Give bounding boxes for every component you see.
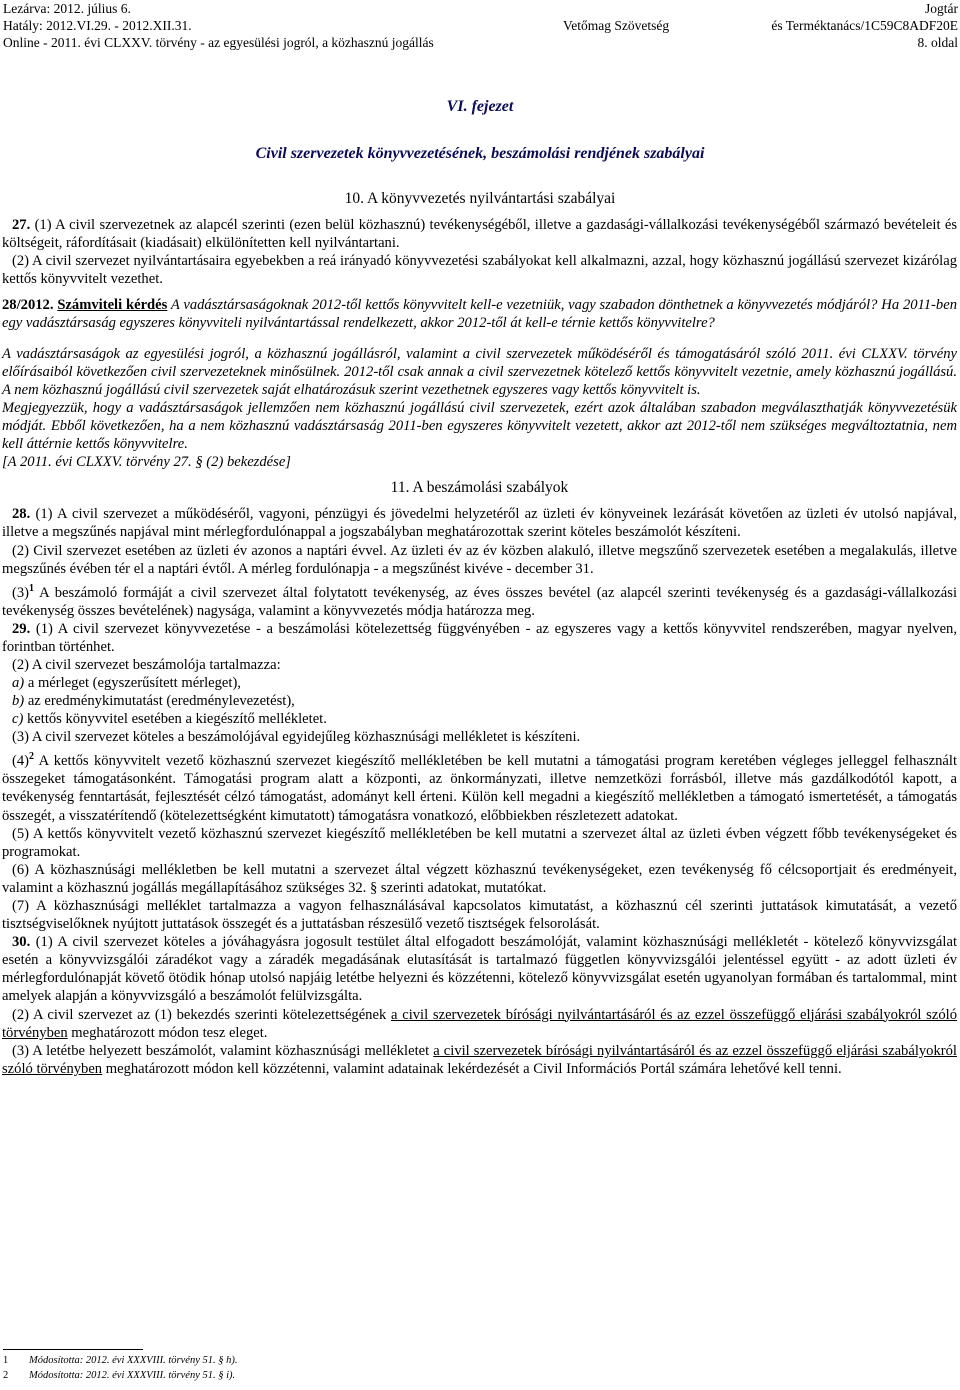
- paragraph-29-4-text: A kettős könyvvitelt vezető közhasznú szervezet kiegészítő mellékletében be kell mutatni a támogatási program keretében végleges jelleggel felhasznált összegeket támogatásonként. Támogatási program alatt a központi, az önkormányzati, illetve nemzetközi forrásból, illetve más gazdálkodótól kapott, a tevékenység fenntartását, fejlesztését célzó támogatást, adományt kell érteni. Külön kell megadni a kiegészítő mellékletben a támogató ismertetését, a támogatás összegét, a visszatérítendő (kötelezettségként kimutatott) támogatásra vonatkozó, előbbiekben részletezett adatokat.: [2, 753, 957, 824]
- footnote-2-number: 2: [3, 1369, 9, 1381]
- footnote-2: [3, 1369, 903, 1384]
- law-link-1[interactable]: a civil szervezetek bírósági nyilvántartásáról és az ezzel összefüggő eljárási szabályokról szóló törvényben: [2, 1006, 957, 1041]
- section-10-title: 10. A könyvvezetés nyilvántartási szabályai: [344, 190, 616, 207]
- note-answer-2: Megjegyezzük, hogy a vadásztársaságok jellemzően nem közhasznú jogállású civil szervezetek, ezért azok általában szabadon megválaszthatják könyvvezetésük módját. Ebből következően, ha a nem közhasznú vadásztársaság 2011-ben egyszeres könyvvitelt vezetett, akkor azt 2012-től nem szükséges megváltoztatnia, nem kell áttérnie kettős könyvvitelre.: [2, 399, 957, 453]
- list-item-c: [2, 710, 957, 728]
- list-text-a: a mérleget (egyszerűsített mérleget),: [24, 675, 241, 692]
- page-header: [0, 0, 960, 52]
- paragraph-29-1-text: (1) A civil szervezet könyvvezetése - a beszámolási kötelezettség függvényében - az egyszeres vagy a kettős könyvvitel rendszerében, magyar nyelven, forintban történhet.: [2, 620, 957, 655]
- paragraph-29-1: [2, 620, 957, 656]
- paragraph-27-2: (2) A civil szervezet nyilvántartásaira egyebekben a reá irányadó könyvvezetési szabályokat kell alkalmazni, azzal, hogy közhasznú jogállású szervezet kizárólag kettős könyvvitelt vezethet.: [2, 253, 957, 288]
- spacer: [2, 288, 957, 296]
- law-link-2[interactable]: a civil szervezetek bírósági nyilvántartásáról és az ezzel összefüggő eljárási szabályokról szóló törvényben: [2, 1042, 957, 1077]
- header-law-title: Online - 2011. évi CLXXV. törvény - az egyesülési jogról, a közhasznú jogállás: [3, 35, 434, 50]
- section-number-30: 30.: [12, 934, 31, 951]
- chapter-title: Civil szervezetek könyvvezetésének, beszámolási rendjének szabályai: [255, 145, 705, 162]
- list-text-c: kettős könyvvitel esetében a kiegészítő mellékletet.: [23, 711, 327, 728]
- note-answer-1: A vadásztársaságok az egyesülési jogról, a közhasznú jogállásról, valamint a civil szervezetek működéséről és támogatásáról szóló 2011. évi CLXXV. törvény előírásaiból következően civil szervezeteknek minősülnek. 2012-től csak annak a civil szervezetnek kötelező kettős könyvvitelt vezetnie, amely közhasznú jogállású. A nem közhasznú jogállású civil szervezetek saját elhatározásuk szerint vezethetnek egyszeres vagy kettős könyvvitelt is.: [2, 345, 957, 398]
- paragraph-30-3-pre: (3) A letétbe helyezett beszámolót, valamint közhasznúsági mellékletet: [12, 1042, 434, 1059]
- header-right: [771, 0, 958, 51]
- footnotes: [3, 1354, 903, 1383]
- header-mid-blank: [563, 0, 669, 17]
- paragraph-28-3: [2, 580, 957, 620]
- footnote-1: [3, 1354, 903, 1369]
- list-letter-c: c): [12, 711, 24, 728]
- spacer: [2, 471, 957, 479]
- paragraph-28-3-number: (3): [12, 584, 30, 601]
- section-number-27: 27.: [12, 217, 31, 233]
- note-label: Számviteli kérdés: [57, 297, 168, 314]
- list-item-a: [2, 674, 957, 692]
- paragraph-29-5: (5) A kettős könyvvitelt vezető közhasznú szervezet kiegészítő mellékletében be kell mutatni a szervezet által az üzleti évben végzett főbb tevékenységeket és programokat.: [2, 825, 957, 860]
- paragraph-28-2: (2) Civil szervezet esetében az üzleti év azonos a naptári évvel. Az üzleti év az év közben alakuló, illetve megszűnő szervezetek esetében a megalakulás, illetve megszűnés évében tér el a naptári évtől. A mérleg fordulónapja - a megszűnést kivéve - december 31.: [2, 542, 957, 577]
- header-organization: Vetőmag Szövetség: [563, 18, 670, 33]
- header-closed-date: Lezárva: 2012. július 6.: [3, 1, 131, 16]
- paragraph-30-1: [2, 933, 957, 1005]
- footnote-ref-1[interactable]: 1: [29, 582, 35, 594]
- header-left: [3, 0, 434, 51]
- paragraph-29-7: (7) A közhasznúsági melléklet tartalmazza a vagyon felhasználásával kapcsolatos kimutatást, a közhasznú cél szerinti juttatások kimutatását, a vezető tisztségviselőknek nyújtott juttatások összegét és a juttatásban részesülő vezető tisztségek felsorolását.: [2, 898, 957, 933]
- spacer: [2, 497, 957, 505]
- note-reference: [A 2011. évi CLXXV. törvény 27. § (2) bekezdése]: [2, 454, 291, 471]
- paragraph-27-1: [2, 216, 957, 252]
- paragraph-29-6: (6) A közhasznúsági mellékletben be kell mutatni a szervezet által végzett közhasznú tevékenységeket, ezen tevékenység fő célcsoportjait és eredményeit, valamint a közhasznú jogállás megállapításához szükséges 32. § szerinti adatokat, mutatókat.: [2, 861, 957, 896]
- footnote-2-text: Módosította: 2012. évi XXXVIII. törvény 51. § i).: [29, 1369, 236, 1381]
- note-question: A vadásztársaságoknak 2012-től kettős könyvvitelt kell-e vezetniük, vagy szabadon dönthetnek a könyvvezetés módjáról? Ha 2011-ben egy vadásztársaság egyszeres könyvviteli nyilvántartással rendelkezett, akkor 2012-től át kell-e térnie kettős könyvvitelre?: [2, 297, 957, 332]
- paragraph-30-2-pre: (2) A civil szervezet az (1) bekezdés szerinti kötelezettségének: [12, 1006, 391, 1023]
- footnote-ref-2[interactable]: 2: [29, 751, 35, 763]
- footnote-1-text: Módosította: 2012. évi XXXVIII. törvény 51. § h).: [29, 1355, 238, 1366]
- paragraph-29-4: [2, 748, 957, 824]
- header-middle: [563, 0, 669, 34]
- paragraph-29-2: (2) A civil szervezet beszámolója tartalmazza:: [12, 656, 281, 673]
- header-page-number: 8. oldal: [917, 35, 958, 50]
- header-document-id: és Terméktanács/1C59C8ADF20E: [771, 18, 958, 33]
- paragraph-28-1-text: (1) A civil szervezet a működéséről, vagyoni, pénzügyi és jövedelmi helyzetéről az üzleti év könyveinek lezárását követően az üzleti év utolsó napjával, illetve a megszűnés napjával mint mérlegfordulónappal a jogszabályban meghatározottak szerint köteles beszámolót készíteni.: [2, 506, 957, 541]
- spacer: [2, 333, 957, 345]
- paragraph-30-3: [2, 1042, 957, 1078]
- header-validity: Hatály: 2012.VI.29. - 2012.XII.31.: [3, 18, 192, 33]
- paragraph-29-4-number: (4): [12, 753, 30, 770]
- footnote-1-number: 1: [3, 1355, 9, 1366]
- header-source: Jogtár: [925, 1, 958, 16]
- paragraph-28-1: [2, 505, 957, 541]
- paragraph-30-2: [2, 1006, 957, 1042]
- list-letter-b: b): [12, 693, 25, 710]
- section-number-29: 29.: [12, 620, 31, 637]
- accounting-question: [2, 296, 957, 332]
- chapter-number: VI. fejezet: [446, 98, 514, 115]
- list-item-b: [2, 692, 957, 710]
- paragraph-30-1-text: (1) A civil szervezet köteles a jóváhagyásra jogosult testület által elfogadott beszámolóját, valamint közhasznúsági mellékletét - kötelező könyvvizsgálat esetén a könyvvizsgálói záradékot vagy a záradék megadásának elutasítását is tartalmazó független könyvvizsgálói jelentéssel együtt - az adott üzleti év mérlegfordulónapját követő ötödik hónap utolsó napjáig letétbe helyezni és közzétenni, kötelező könyvvizsgálat esetén ugyanolyan formában és tartalommal, mint amelyek alapján a könyvvizsgáló a beszámolót felülvizsgálta.: [2, 934, 957, 1005]
- list-letter-a: a): [12, 675, 25, 692]
- document-body: [2, 216, 957, 1078]
- section-11-title: 11. A beszámolási szabályok: [390, 479, 569, 497]
- paragraph-30-2-post: meghatározott módon tesz eleget.: [67, 1024, 268, 1041]
- note-number: 28/2012.: [2, 297, 54, 314]
- list-text-b: az eredménykimutatást (eredménylevezetést),: [24, 693, 295, 710]
- paragraph-30-3-post: meghatározott módon kell közzétenni, valamint adatainak lekérdezését a Civil Információs Portál számára lehetővé kell tenni.: [102, 1060, 842, 1077]
- footnote-divider: [3, 1349, 143, 1350]
- section-number-28: 28.: [12, 506, 31, 523]
- paragraph-29-3: (3) A civil szervezet köteles a beszámolójával egyidejűleg közhasznúsági mellékletet is készíteni.: [12, 729, 581, 746]
- paragraph-27-1-text: (1) A civil szervezetnek az alapcél szerinti (ezen belül közhasznú) tevékenységéből, illetve a gazdasági-vállalkozási tevékenységéből származó bevételeit és költségeit, ráfordításait (kiadásait) elkülönítetten kell nyilvántartani.: [2, 217, 957, 252]
- paragraph-28-3-text: A beszámoló formáját a civil szervezet által folytatott tevékenység, az éves összes bevétel (az alapcél szerinti tevékenység és a gazdasági-vállalkozási tevékenység összes bevételének) nagysága, valamint a könyvvezetés módja határozza meg.: [2, 584, 957, 619]
